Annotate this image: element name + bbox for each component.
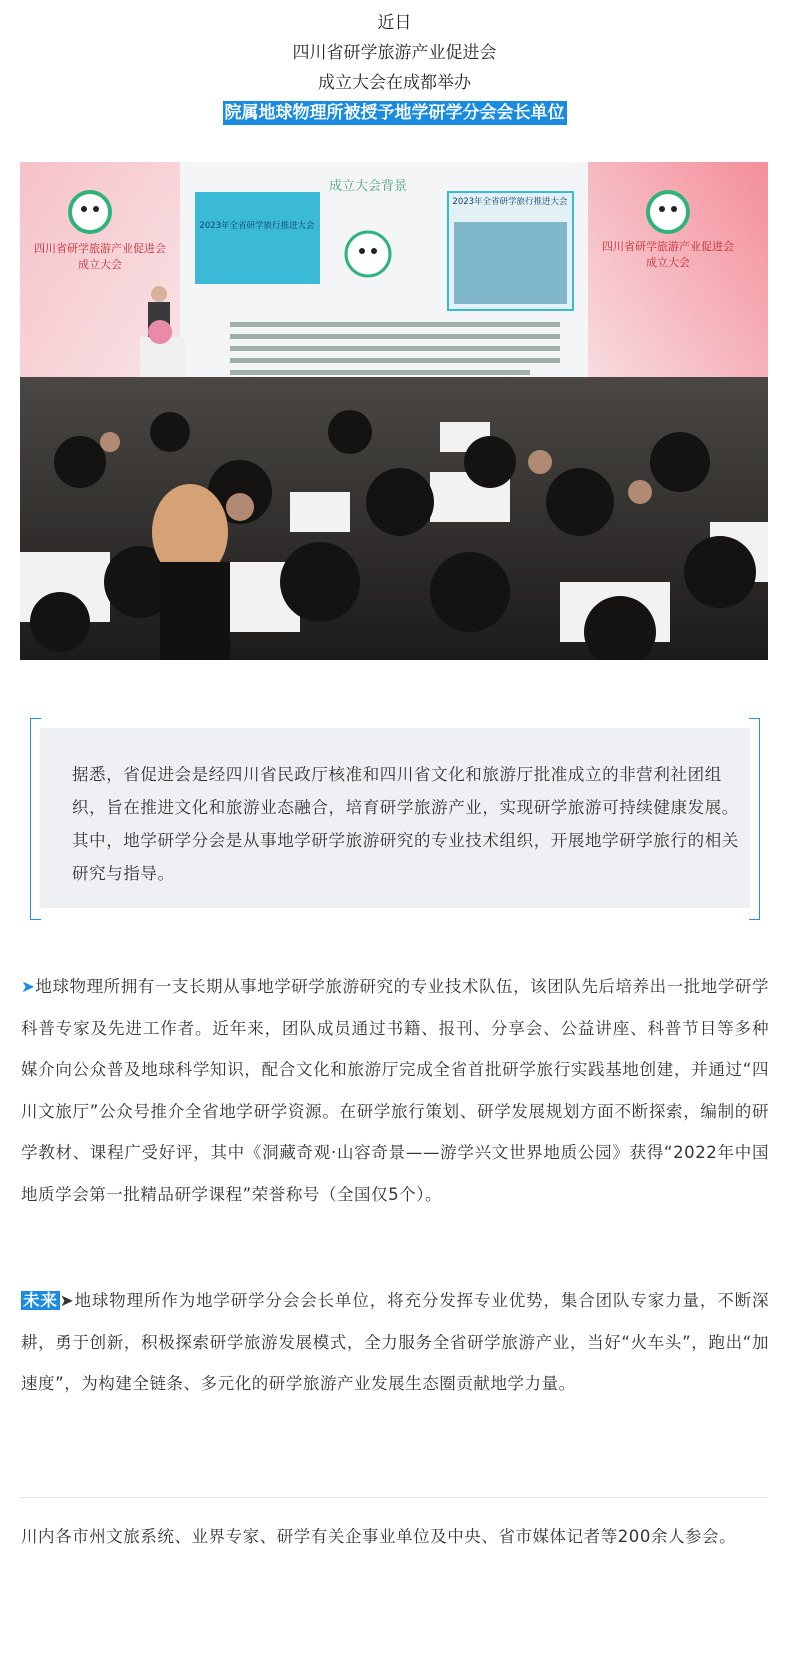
center-heading: 成立大会背景 (328, 179, 408, 194)
flower-arrangement (148, 320, 172, 344)
left-screen-title: 2023年全省研学旅行推进大会 (199, 221, 315, 231)
right-screen-title: 2023年全省研学旅行推进大会 (452, 197, 568, 207)
paragraph-future-text: 地球物理所作为地学研学分会会长单位，将充分发挥专业优势，集合团队专家力量，不断深耕，勇于创新，积极探索研学旅游发展模式，全力服务全省研学旅游产业，当好“火车头”，跑出“加速度”，为构建全链条、多元化的研学旅游产业发展生态圈贡献地学力量。 (21, 1291, 769, 1393)
header-line-1: 近日 (377, 13, 412, 33)
divider (20, 1497, 768, 1498)
paragraph-team-text: 地球物理所拥有一支长期从事地学研学旅游研究的专业技术队伍，该团队先后培养出一批地学研学科普专家及先进工作者。近年来，团队成员通过书籍、报刊、分享会、公益讲座、科普节目等多种媒介向公众普及地球科学知识，配合文化和旅游厅完成全省首批研学旅行实践基地创建，并通过“四川文旅厅”公众号推介全省地学研学资源。在研学旅行策划、研学发展规划方面不断探索，编制的研学教材、课程广受好评，其中《洞藏奇观·山容奇景——游学兴文世界地质公园》获得“2022年中国地质学会第一批精品研学课程”荣誉称号（全国仅5个）。 (21, 977, 769, 1204)
quote-bracket-right (749, 718, 760, 920)
quote-text: 据悉，省促进会是经四川省民政厅核准和四川省文化和旅游厅批准成立的非营利社团组织，旨在推进文化和旅游业态融合，培育研学旅游产业，实现研学旅游可持续健康发展。其中，地学研学分会是从事地学研学旅游研究的专业技术组织，开展地学研学旅行的相关研究与指导。 (72, 765, 739, 883)
paragraph-future (21, 1280, 769, 1405)
conference-photo (20, 162, 768, 660)
highlight-title: 院属地球物理所被授予地学研学分会会长单位 (224, 103, 565, 123)
paragraph-attendance (21, 1516, 769, 1558)
paragraph-attendance-text: 川内各市州文旅系统、业界专家、研学有关企事业单位及中央、省市媒体记者等200余人参会。 (21, 1527, 737, 1546)
arrow-icon: ➤ (21, 977, 36, 996)
left-screen (195, 192, 320, 284)
left-banner-title: 四川省研学旅游产业促进会 (34, 242, 166, 255)
right-banner-title: 四川省研学旅游产业促进会 (602, 240, 734, 253)
conference-photo-illustration (20, 162, 768, 660)
highlight-wrapper (0, 98, 789, 128)
header-line-3: 成立大会在成都举办 (318, 73, 471, 93)
quote-box (40, 728, 750, 908)
right-banner-sub: 成立大会 (646, 256, 690, 269)
quote-block (30, 718, 760, 918)
paragraph-team (21, 966, 769, 1215)
header-line-2: 四川省研学旅游产业促进会 (292, 43, 497, 63)
panda-logo-center (346, 232, 390, 276)
panda-logo-right (648, 192, 688, 232)
panda-logo-left (70, 192, 110, 232)
left-banner-sub: 成立大会 (78, 258, 122, 271)
future-tag: 未来 (23, 1291, 58, 1310)
arrow-icon: ➤ (59, 1291, 75, 1310)
